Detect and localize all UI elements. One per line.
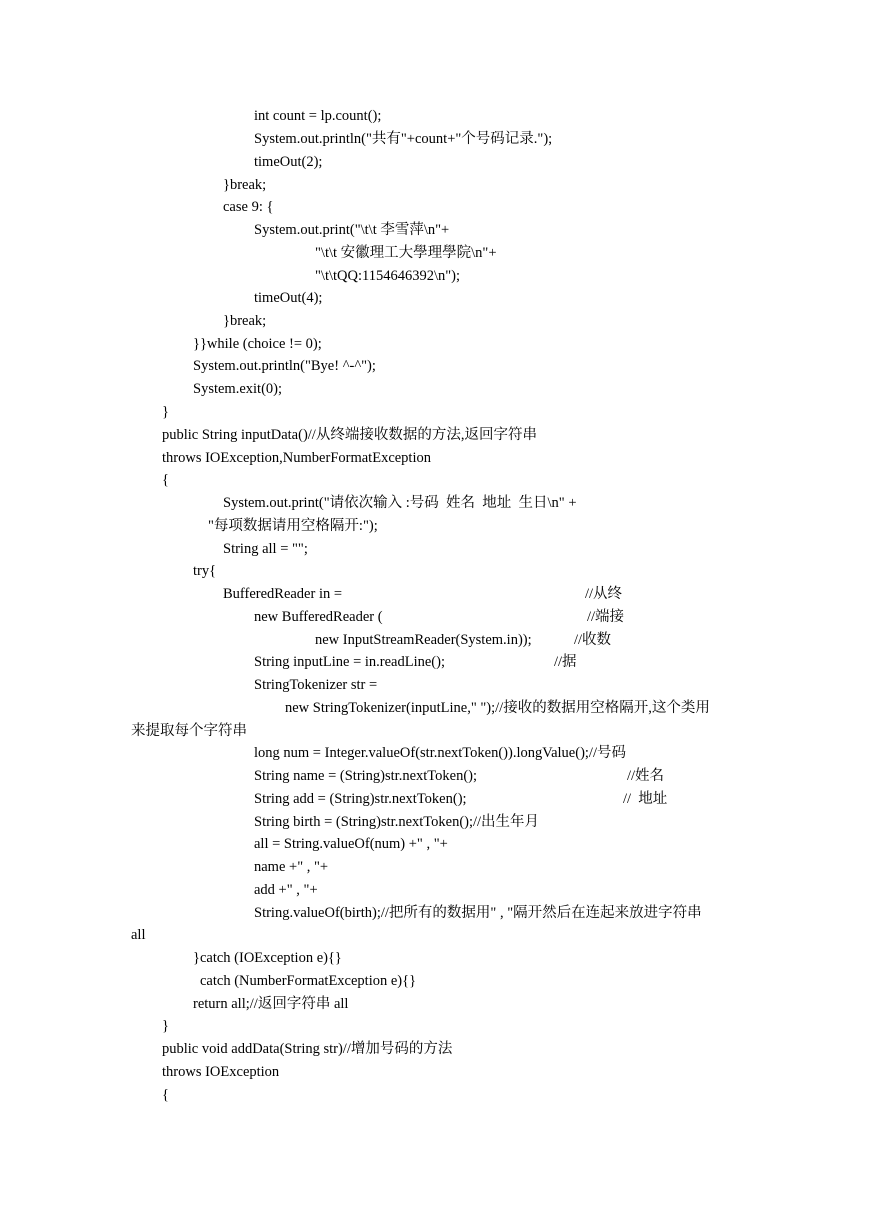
code-line: try{ bbox=[193, 563, 217, 579]
code-line: add +" , "+ bbox=[254, 882, 318, 898]
code-line: System.out.println("共有"+count+"个号码记录."); bbox=[254, 131, 553, 147]
code-line: timeOut(4); bbox=[254, 290, 323, 306]
code-line: System.out.println("Bye! ^-^"); bbox=[193, 358, 376, 374]
code-line: String all = ""; bbox=[223, 541, 308, 557]
code-line: name +" , "+ bbox=[254, 859, 329, 875]
code-line: "\t\t 安徽理工大學理學院\n"+ bbox=[315, 245, 497, 261]
code-line: catch (NumberFormatException e){} bbox=[200, 973, 417, 989]
code-line: }break; bbox=[223, 177, 267, 193]
code-line: }}while (choice != 0); bbox=[193, 336, 322, 352]
code-line: String.valueOf(birth);//把所有的数据用" , "隔开然后在连起来放进字符串 bbox=[254, 905, 702, 921]
code-line: }catch (IOException e){} bbox=[193, 950, 342, 966]
code-line: String name = (String)str.nextToken(); bbox=[254, 768, 478, 784]
code-line: case 9: { bbox=[223, 199, 274, 215]
code-line: "\t\tQQ:1154646392\n"); bbox=[315, 268, 461, 284]
code-line: System.out.print("\t\t 李雪萍\n"+ bbox=[254, 222, 450, 238]
code-line: new StringTokenizer(inputLine," ");//接收的数据用空格隔开,这个类用 bbox=[285, 700, 710, 716]
code-line: System.out.print("请依次输入 :号码 姓名 地址 生日\n" + bbox=[223, 495, 577, 511]
code-line: timeOut(2); bbox=[254, 154, 323, 170]
code-line: "每项数据请用空格隔开:"); bbox=[208, 518, 378, 534]
side-comment: //姓名 bbox=[627, 768, 665, 784]
code-line: } bbox=[162, 404, 169, 420]
code-line: throws IOException bbox=[162, 1064, 280, 1080]
code-line: { bbox=[162, 472, 169, 488]
code-line: all = String.valueOf(num) +" , "+ bbox=[254, 836, 448, 852]
code-line: String inputLine = in.readLine(); bbox=[254, 654, 445, 670]
code-line: public void addData(String str)//增加号码的方法 bbox=[162, 1041, 453, 1057]
code-line: new InputStreamReader(System.in)); bbox=[315, 632, 532, 648]
code-line: 来提取每个字符串 bbox=[131, 723, 247, 739]
code-line: { bbox=[162, 1087, 169, 1103]
code-line: long num = Integer.valueOf(str.nextToken()).longValue();//号码 bbox=[254, 745, 626, 761]
code-line: throws IOException,NumberFormatException bbox=[162, 450, 431, 466]
code-line: BufferedReader in = bbox=[223, 586, 343, 602]
code-line: int count = lp.count(); bbox=[254, 108, 382, 124]
code-line: System.exit(0); bbox=[193, 381, 283, 397]
side-comment: //据 bbox=[554, 654, 577, 670]
side-comment: // 地址 bbox=[623, 791, 668, 807]
side-comment: //从终 bbox=[585, 586, 623, 602]
code-line: all bbox=[131, 927, 146, 943]
side-comment: //端接 bbox=[587, 609, 625, 625]
code-line: String add = (String)str.nextToken(); bbox=[254, 791, 467, 807]
code-line: } bbox=[162, 1018, 169, 1034]
code-line: return all;//返回字符串 all bbox=[193, 996, 349, 1012]
code-line: public String inputData()//从终端接收数据的方法,返回字符串 bbox=[162, 427, 537, 443]
code-line: new BufferedReader ( bbox=[254, 609, 383, 625]
code-line: String birth = (String)str.nextToken();//出生年月 bbox=[254, 814, 540, 830]
code-line: StringTokenizer str = bbox=[254, 677, 378, 693]
code-line: }break; bbox=[223, 313, 267, 329]
side-comment: //收数 bbox=[574, 632, 612, 648]
